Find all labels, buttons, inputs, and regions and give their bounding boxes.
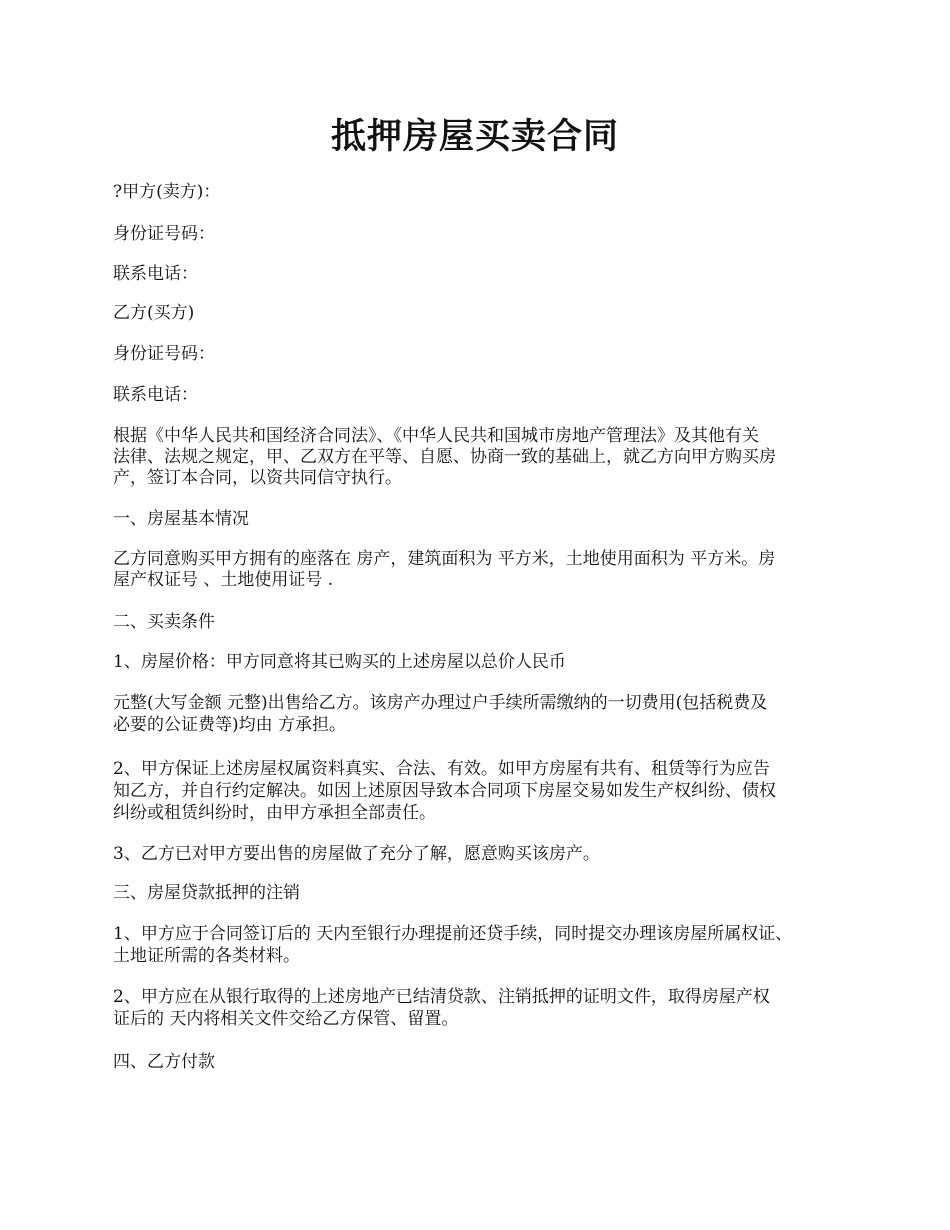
party-b-phone-label: 联系电话： — [113, 385, 198, 405]
party-b-id-label: 身份证号码： — [113, 344, 215, 364]
section-heading-4: 四、乙方付款 — [113, 1052, 215, 1072]
party-a-id-label: 身份证号码： — [113, 224, 215, 244]
clause-2-2-line: 知乙方，并自行约定解决。如因上述原因导致本合同项下房屋交易如发生产权纠纷、债权 — [113, 781, 776, 801]
clause-3-1-line: 1、甲方应于合同签订后的 天内至银行办理提前还贷手续，同时提交办理该房屋所属权证、 — [113, 924, 793, 944]
clause-2-3: 3、乙方已对甲方要出售的房屋做了充分了解，愿意购买该房产。 — [113, 844, 600, 864]
preamble-line: 法律、法规之规定，甲、乙双方在平等、自愿、协商一致的基础上，就乙方向甲方购买房 — [113, 447, 776, 467]
clause-3-2-line: 2、甲方应在从银行取得的上述房地产已结清贷款、注销抵押的证明文件，取得房屋产权 — [113, 987, 770, 1007]
section-heading-2: 二、买卖条件 — [113, 612, 215, 632]
section-heading-3: 三、房屋贷款抵押的注销 — [113, 883, 300, 903]
section1-line: 乙方同意购买甲方拥有的座落在 房产，建筑面积为 平方米，土地使用面积为 平方米。房 — [113, 549, 776, 569]
clause-2-2-line: 纠纷或租赁纠纷时，由甲方承担全部责任。 — [113, 803, 436, 823]
clause-2-1-cont-line: 元整(大写金额 元整)出售给乙方。该房产办理过户手续所需缴纳的一切费用(包括税费及 — [113, 693, 768, 713]
section1-line: 屋产权证号 、土地使用证号 . — [113, 570, 334, 590]
clause-2-1: 1、房屋价格：甲方同意将其已购买的上述房屋以总价人民币 — [113, 652, 566, 672]
clause-2-2-line: 2、甲方保证上述房屋权属资料真实、合法、有效。如甲方房屋有共有、租赁等行为应告 — [113, 759, 770, 779]
party-a-phone-label: 联系电话： — [113, 264, 198, 284]
section-heading-1: 一、房屋基本情况 — [113, 509, 249, 529]
preamble-line: 根据《中华人民共和国经济合同法》、《中华人民共和国城市房地产管理法》及其他有关 — [113, 426, 759, 446]
party-a-label: ?甲方(卖方)： — [113, 182, 221, 202]
clause-2-1-cont-line: 必要的公证费等)均由 方承担。 — [113, 715, 347, 735]
clause-3-1-line: 土地证所需的各类材料。 — [113, 946, 300, 966]
document-title: 抵押房屋买卖合同 — [330, 116, 619, 157]
party-b-label: 乙方(买方) — [113, 303, 195, 323]
preamble-line: 产，签订本合同，以资共同信守执行。 — [113, 468, 402, 488]
clause-3-2-line: 证后的 天内将相关文件交给乙方保管、留置。 — [113, 1009, 459, 1029]
